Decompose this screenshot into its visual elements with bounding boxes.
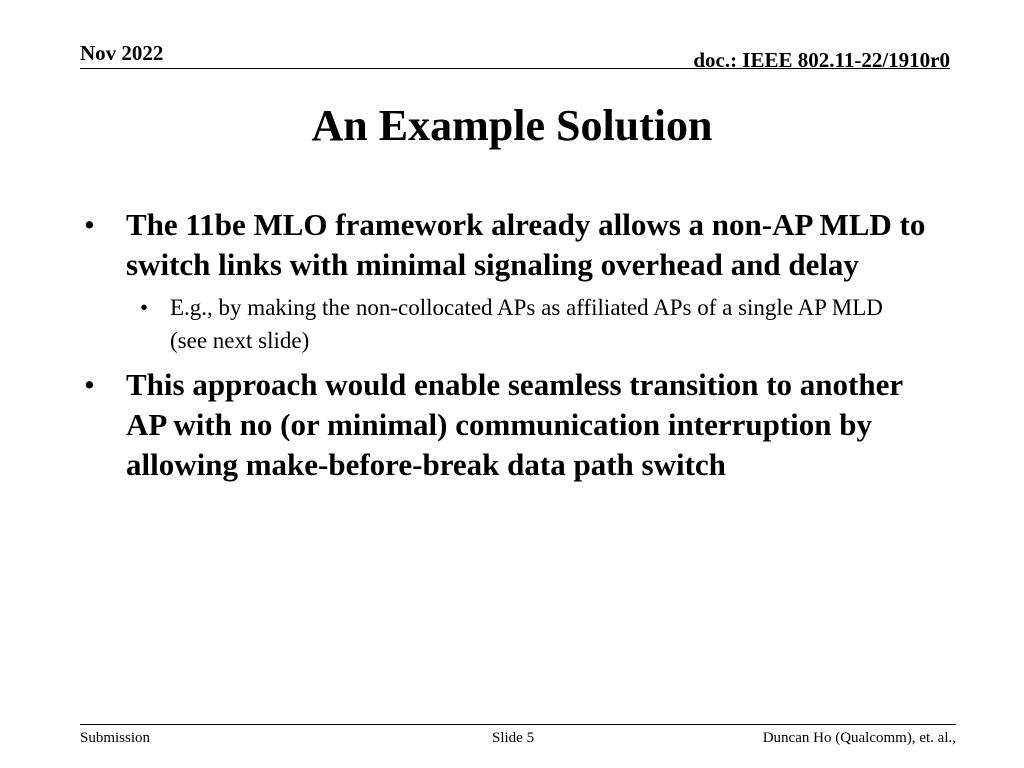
footer-divider: [80, 724, 956, 725]
slide-body: [78, 205, 948, 491]
bullet-text: This approach would enable seamless transition to another AP with no (or minimal) communication interruption by allowing make-before-break data path switch: [126, 367, 903, 482]
header-divider: [80, 68, 950, 69]
sub-bullet-marker: •: [140, 295, 149, 320]
header-doc-number: doc.: IEEE 802.11-22/1910r0: [693, 48, 950, 72]
footer-author: Duncan Ho (Qualcomm), et. al.,: [762, 730, 956, 746]
footer-slide-number: Slide 5: [492, 730, 535, 746]
bullet-item: [78, 365, 948, 485]
bullet-marker: •: [84, 207, 95, 242]
sub-bullet-text: E.g., by making the non-collocated APs as affiliated APs of a single AP MLD (see next slide): [170, 295, 883, 353]
sub-bullet-item: [78, 291, 948, 357]
header-date: Nov 2022: [80, 41, 164, 65]
slide-title: An Example Solution: [311, 101, 713, 150]
bullet-item: [78, 205, 948, 285]
bullet-text: The 11be MLO framework already allows a non-AP MLD to switch links with minimal signaling overhead and delay: [126, 207, 926, 282]
bullet-marker: •: [84, 367, 95, 402]
footer-submission: Submission: [80, 730, 151, 746]
